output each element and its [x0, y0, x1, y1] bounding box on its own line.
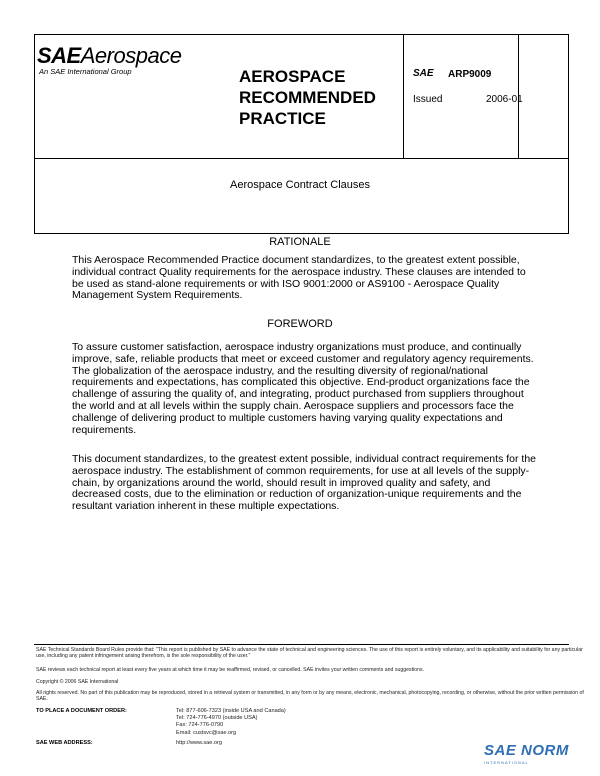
- footer-rule: [34, 644, 569, 645]
- logo-subtitle: An SAE International Group: [39, 67, 132, 76]
- title-line-2: RECOMMENDED: [239, 88, 376, 107]
- issued-date: 2006-01: [486, 94, 523, 105]
- foreword-paragraph-1: To assure customer satisfaction, aerospace industry organizations must produce, and continually improve, safe, reliable products that meet or exceed customer and regulatory agency requirements. The globalization of the aerospace industry, and the resulting diversity of regional/national requirements and expectations, has complicated this objective. End-product organizations face the challenge of assuring the quality of, and integrating, product purchased from suppliers throughout the world and at all levels within the supply chain. Aerospace suppliers and processors face the challenge of delivering product to multiple customers having varying quality expectations and requirements.: [72, 341, 534, 436]
- title-line-3: PRACTICE: [239, 109, 326, 128]
- document-title: Aerospace Contract Clauses: [229, 179, 370, 191]
- logo-bold: SAE: [37, 43, 81, 68]
- contact-fax: Fax: 724-776-0790: [176, 722, 224, 729]
- footer-rights: All rights reserved. No part of this publication may be reproduced, stored in a retrieval system or transmitted, in any form or by any means, electronic, mechanical, photocopying, recording, or otherwise, without the prior written permission of SAE.: [36, 690, 584, 703]
- document-number: ARP9009: [448, 69, 492, 80]
- header-right-border: [568, 34, 569, 234]
- logo-thin: Aerospace: [80, 43, 182, 68]
- foreword-heading: FOREWORD: [267, 318, 333, 330]
- header-top-border: [34, 34, 569, 35]
- footer-notice-1: SAE Technical Standards Board Rules provide that: "This report is published by SAE to advance the state of technical and engineering sciences. The use of this report is entirely voluntary, and its applicability and suitability for any particular use, including any patent infringement arising therefrom, is the sole responsibility of the user.": [36, 647, 583, 660]
- web-label: SAE WEB ADDRESS:: [36, 740, 93, 746]
- order-label: TO PLACE A DOCUMENT ORDER:: [36, 708, 127, 714]
- header-bottom-border: [34, 158, 569, 159]
- sae-mark: SAE: [413, 68, 434, 79]
- document-type-title: [239, 66, 399, 129]
- web-address[interactable]: http://www.sae.org: [176, 740, 223, 746]
- foreword-paragraph-2: This document standardizes, to the greatest extent possible, individual contract requirements for the aerospace industry. The establishment of common requirements, for use at all levels of the supply-chain, by organizations around the world, should result in improved quality and safety, and decreased costs, due to the elimination or reduction of organization-unique requirements and the resultant variation inherent in these multiple expectations.: [72, 453, 536, 513]
- rationale-heading: RATIONALE: [269, 236, 331, 248]
- sae-norm-stamp: SAE NORM: [484, 742, 569, 759]
- issued-label: Issued: [413, 94, 443, 105]
- contact-tel-intl: Tel: 724-776-4970 (outside USA): [176, 715, 258, 722]
- header-left-border: [34, 34, 35, 234]
- footer-notice-2: SAE reviews each technical report at least every five years at which time it may be reaffirmed, revised, or cancelled. SAE invites your written comments and suggestions.: [36, 667, 424, 673]
- rationale-text: This Aerospace Recommended Practice document standardizes, to the greatest extent possible, individual contract Quality requirements for the aerospace industry. These clauses are intended to be used as stand-alone requirements or with ISO 9001:2000 or AS9100 - Aerospace Quality Management System Requirements.: [72, 254, 526, 302]
- contact-email[interactable]: Email: custsvc@sae.org: [176, 729, 237, 736]
- header-divider-1: [403, 34, 404, 158]
- title-box-bottom: [34, 233, 569, 234]
- stamp-subtitle: INTERNATIONAL: [484, 760, 529, 765]
- contact-tel-usa: Tel: 877-606-7323 (inside USA and Canada): [176, 708, 286, 714]
- order-contacts: [176, 708, 286, 737]
- title-line-1: AEROSPACE: [239, 67, 346, 86]
- footer-copyright: Copyright © 2006 SAE International: [36, 679, 119, 685]
- sae-aerospace-logo: [37, 43, 181, 69]
